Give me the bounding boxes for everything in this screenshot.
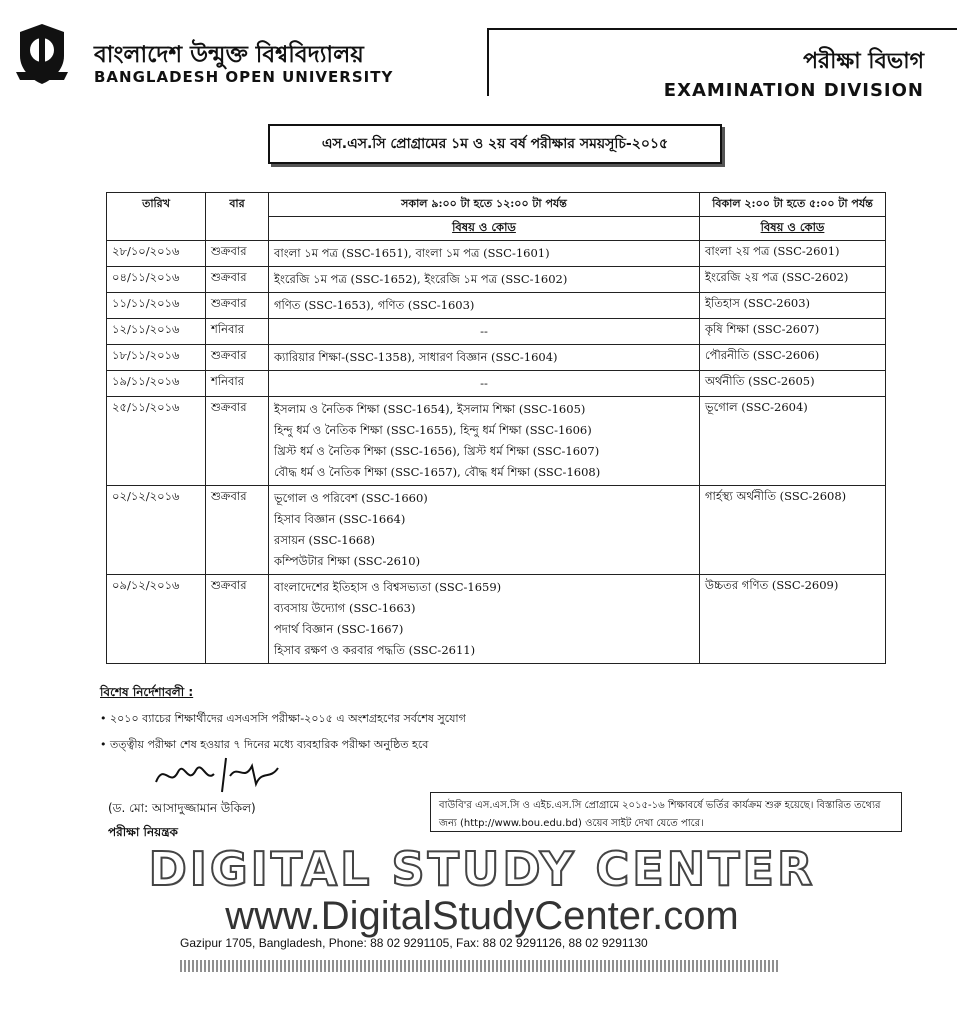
table-row [107,293,886,319]
row-afternoon-subject: পৌরনীতি (SSC-2606) [700,345,886,371]
row-morning-subjects [269,267,700,293]
morning-subject: গণিত (SSC-1653), গণিত (SSC-1603) [274,298,475,312]
row-date: ২৮/১০/২০১৬ [107,241,206,267]
row-morning-subjects [269,371,700,397]
header-rule [487,28,957,30]
instruction-item: • ২০১০ ব্যাচের শিক্ষার্থীদের এসএসসি পরীক্ষা-২০১৫ এ অংশগ্রহণের সর্বশেষ সুযোগ [100,706,466,732]
header-divider [487,28,489,96]
morning-subject: কম্পিউটার শিক্ষা (SSC-2610) [274,554,421,568]
col-day-header: বার [206,193,269,241]
row-day: শনিবার [206,371,269,397]
table-row [107,371,886,397]
watermark-url: www.DigitalStudyCenter.com [225,894,739,938]
morning-subject: হিসাব রক্ষণ ও করবার পদ্ধতি (SSC-2611) [274,643,476,657]
table-row [107,575,886,664]
table-header-row [107,193,886,217]
row-date: ১৯/১১/২০১৬ [107,371,206,397]
morning-subject: বাংলা ১ম পত্র (SSC-1651), বাংলা ১ম পত্র (SSC-1601) [274,246,550,260]
table-row [107,345,886,371]
table-row [107,241,886,267]
row-day: শুক্রবার [206,293,269,319]
morning-subject: ইসলাম ও নৈতিক শিক্ষা (SSC-1654), ইসলাম শিক্ষা (SSC-1605) [274,402,586,416]
row-afternoon-subject: ভূগোল (SSC-2604) [700,397,886,486]
morning-subject: হিসাব বিজ্ঞান (SSC-1664) [274,512,406,526]
row-afternoon-subject: কৃষি শিক্ষা (SSC-2607) [700,319,886,345]
instruction-item: • তত্ত্বীয় পরীক্ষা শেষ হওয়ার ৭ দিনের মধ্যে ব্যবহারিক পরীক্ষা অনুষ্ঠিত হবে [100,732,466,758]
signatory-name: (ড. মো: আসাদুজ্জামান উকিল) [108,801,256,815]
morning-subject: ক্যারিয়ার শিক্ষা-(SSC-1358), সাধারণ বিজ্ঞান (SSC-1604) [274,350,558,364]
table-row [107,319,886,345]
row-day: শুক্রবার [206,486,269,575]
row-day: শুক্রবার [206,345,269,371]
instructions-heading: বিশেষ নির্দেশাবলী : [100,685,194,699]
morning-subject: বৌদ্ধ ধর্ম ও নৈতিক শিক্ষা (SSC-1657), বৌদ্ধ ধর্ম শিক্ষা (SSC-1608) [274,465,601,479]
table-row [107,486,886,575]
row-afternoon-subject: গার্হস্থ্য অর্থনীতি (SSC-2608) [700,486,886,575]
morning-subject: ইংরেজি ১ম পত্র (SSC-1652), ইংরেজি ১ম পত্র (SSC-1602) [274,272,568,286]
document-title: এস.এস.সি প্রোগ্রামের ১ম ও ২য় বর্ষ পরীক্ষার সময়সূচি-২০১৫ [268,124,722,164]
morning-subject: ব্যবসায় উদ্যোগ (SSC-1663) [274,601,416,615]
division-name-en: EXAMINATION DIVISION [663,80,924,101]
table-row [107,267,886,293]
row-morning-subjects [269,575,700,664]
row-morning-subjects [269,319,700,345]
row-morning-subjects [269,241,700,267]
university-name-bn: বাংলাদেশ উন্মুক্ত বিশ্ববিদ্যালয় [94,42,364,68]
admission-notice: বাউবি'র এস.এস.সি ও এইচ.এস.সি প্রোগ্রামে ২০১৫-১৬ শিক্ষাবর্ষে ভর্তির কার্যক্রম শুরু হয়েছে। বিস্তারিত তথ্যের জন্য (http://www.bou.edu.bd) ওয়েব সাইট দেখা যেতে পারে। [430,792,902,832]
row-afternoon-subject: ইতিহাস (SSC-2603) [700,293,886,319]
row-date: ২৫/১১/২০১৬ [107,397,206,486]
afternoon-subheader: বিষয় ও কোড [700,217,886,241]
col-date-header: তারিখ [107,193,206,241]
morning-subject: খ্রিস্ট ধর্ম ও নৈতিক শিক্ষা (SSC-1656), খ্রিস্ট ধর্ম শিক্ষা (SSC-1607) [274,444,600,458]
row-afternoon-subject: বাংলা ২য় পত্র (SSC-2601) [700,241,886,267]
morning-subject: পদার্থ বিজ্ঞান (SSC-1667) [274,622,404,636]
morning-subheader: বিষয় ও কোড [269,217,700,241]
table-row [107,397,886,486]
col-morning-header: সকাল ৯:০০ টা হতে ১২:০০ টা পর্যন্ত [269,193,700,217]
row-morning-subjects [269,397,700,486]
morning-subject: ভূগোল ও পরিবেশ (SSC-1660) [274,491,428,505]
exam-schedule-table [106,192,886,664]
instructions-list [100,706,466,758]
morning-subject: রসায়ন (SSC-1668) [274,533,376,547]
morning-subject: -- [480,376,488,390]
row-day: শুক্রবার [206,575,269,664]
university-name-en: BANGLADESH OPEN UNIVERSITY [94,68,394,86]
row-date: ১৮/১১/২০১৬ [107,345,206,371]
row-day: শুক্রবার [206,241,269,267]
morning-subject: বাংলাদেশের ইতিহাস ও বিশ্বসভ্যতা (SSC-1659) [274,580,502,594]
row-date: ১১/১১/২০১৬ [107,293,206,319]
row-date: ০৯/১২/২০১৬ [107,575,206,664]
row-day: শুক্রবার [206,397,269,486]
morning-subject: হিন্দু ধর্ম ও নৈতিক শিক্ষা (SSC-1655), হিন্দু ধর্ম শিক্ষা (SSC-1606) [274,423,592,437]
row-afternoon-subject: উচ্চতর গণিত (SSC-2609) [700,575,886,664]
row-date: ১২/১১/২০১৬ [107,319,206,345]
watermark-title: DIGITAL STUDY CENTER [148,842,816,896]
university-logo [12,20,72,86]
signatory-title: পরীক্ষা নিয়ন্ত্রক [108,825,178,839]
handwritten-signature [152,752,302,800]
footer-dotted-line [180,960,780,972]
row-morning-subjects [269,345,700,371]
row-date: ০২/১২/২০১৬ [107,486,206,575]
row-morning-subjects [269,293,700,319]
row-day: শনিবার [206,319,269,345]
morning-subject: -- [480,324,488,338]
row-afternoon-subject: ইংরেজি ২য় পত্র (SSC-2602) [700,267,886,293]
row-afternoon-subject: অর্থনীতি (SSC-2605) [700,371,886,397]
footer-address: Gazipur 1705, Bangladesh, Phone: 88 02 9291105, Fax: 88 02 9291126, 88 02 9291130 [180,936,648,950]
col-afternoon-header: বিকাল ২:০০ টা হতে ৫:০০ টা পর্যন্ত [700,193,886,217]
row-day: শুক্রবার [206,267,269,293]
row-morning-subjects [269,486,700,575]
row-date: ০৪/১১/২০১৬ [107,267,206,293]
division-name-bn: পরীক্ষা বিভাগ [803,49,924,74]
